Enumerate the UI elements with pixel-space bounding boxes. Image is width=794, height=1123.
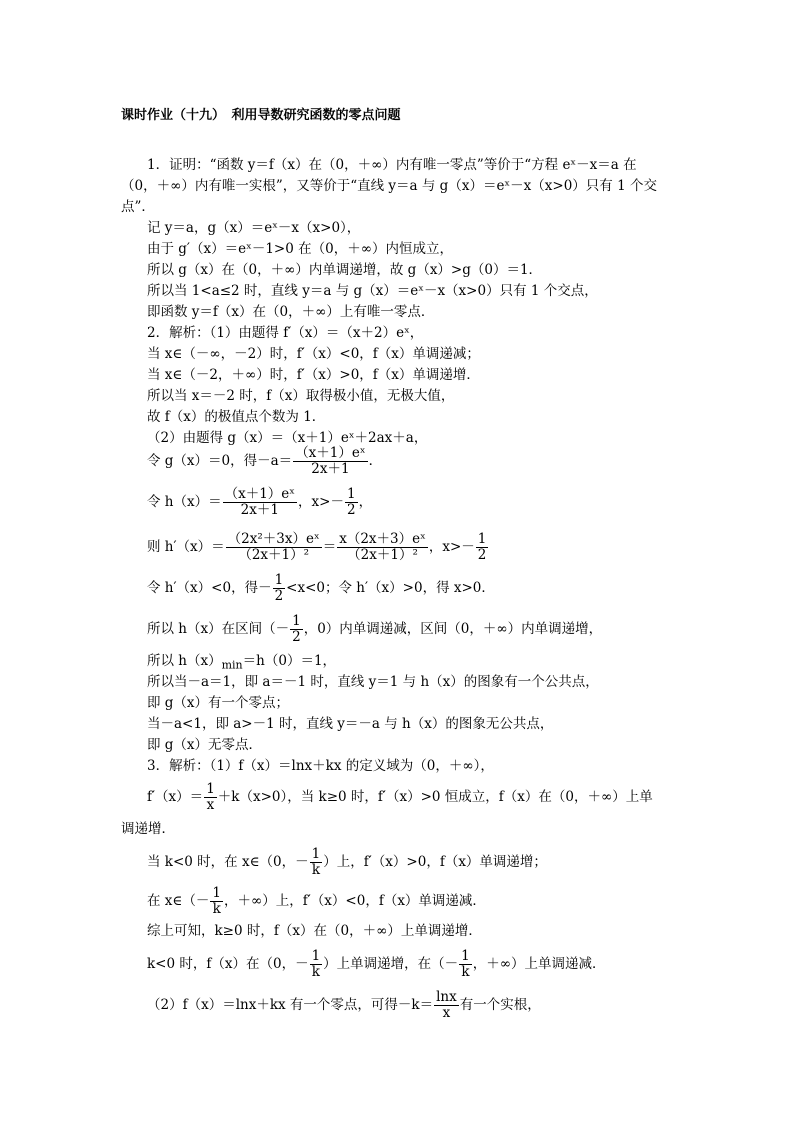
fraction (337, 532, 428, 563)
q2-line-12-text: 所以 h（x） (147, 653, 222, 669)
q2-line-11-end: ，0）内单调递减，区间（0，＋∞）内单调递增， (303, 621, 603, 637)
q2-line-9 (147, 532, 489, 563)
fraction-denominator: k (311, 964, 320, 980)
q3-line-2 (147, 782, 653, 813)
fraction-denominator: x (442, 1005, 451, 1021)
fraction-numerator: 1 (311, 948, 321, 964)
fraction (293, 446, 367, 477)
q2-line-2: 当 x∈（－∞，－2）时，f′（x）<0，f（x）单调递减； (147, 346, 480, 362)
document-title: 课时作业（十九） 利用导数研究函数的零点问题 (121, 108, 401, 123)
q2-line-12-end: ＝h（0）＝1， (242, 653, 337, 669)
q3-line-8-text: （2）f（x）＝lnx＋kx 有一个零点，可得－k＝ (147, 997, 434, 1013)
fraction-numerator: 1 (311, 846, 321, 862)
fraction (345, 487, 358, 518)
fraction-numerator: x（2x＋3）eˣ (339, 531, 426, 547)
fraction-denominator: k (212, 901, 221, 917)
q3-line-4-text: 当 k<0 时，在 x∈（0，－ (147, 854, 309, 870)
fraction-numerator: （x＋1）eˣ (295, 445, 366, 461)
q2-line-4: 所以当 x＝－2 时，f（x）取得极小值，无极大值， (147, 388, 455, 404)
q3-line-1: 3．解析：（1）f（x）＝lnx＋kx 的定义域为（0，＋∞）， (147, 758, 494, 774)
q2-line-7-text: 令 g（x）＝0，得－a＝ (147, 453, 293, 469)
q3-line-7-text: k<0 时，f（x）在（0，－ (147, 956, 309, 972)
fraction (310, 847, 323, 878)
fraction-denominator: （2x＋1）² (238, 547, 310, 563)
q2-line-3: 当 x∈（－2，＋∞）时，f′（x）>0，f（x）单调递增． (147, 367, 480, 383)
fraction-denominator: 2 (292, 629, 301, 645)
fraction-numerator: 1 (346, 486, 356, 502)
q1-line-6: 所以 g（x）在（0，＋∞）内单调递增，故 g（x）>g（0）＝1． (147, 262, 543, 278)
q1-line-2: （0，＋∞）内有唯一实根”，又等价于“直线 y＝a 与 g（x）＝eˣ－x（x>0）只有 1 个交 (121, 178, 657, 194)
q3-line-7-end: ，＋∞）上单调递减． (472, 956, 606, 972)
q1-line-8: 即函数 y＝f（x）在（0，＋∞）上有唯一零点． (147, 304, 435, 320)
fraction-denominator: 2 (477, 547, 487, 563)
fraction-denominator: （2x＋1）² (347, 547, 418, 563)
fraction-numerator: 1 (292, 613, 301, 629)
fraction-numerator: lnx (436, 989, 457, 1005)
q2-line-11 (147, 614, 602, 645)
q3-line-5 (147, 886, 486, 917)
fraction (476, 532, 489, 563)
q3-line-2-text: f′（x）＝ (147, 789, 204, 805)
fraction (226, 532, 322, 563)
q3-line-5-text: 在 x∈（－ (147, 893, 210, 909)
q2-line-7-end: ． (368, 453, 383, 469)
q2-line-8 (147, 487, 372, 518)
fraction-numerator: （x＋1）eˣ (224, 486, 296, 502)
fraction-denominator: 2 (274, 588, 284, 604)
q2-line-8-end: ， (358, 494, 373, 510)
q1-line-5: 由于 g′（x）＝eˣ－1>0 在（0，＋∞）内恒成立， (147, 241, 453, 257)
q3-line-5-end: ，＋∞）上，f′（x）<0，f（x）单调递减． (224, 893, 486, 909)
q1-line-1: 1．证明：“函数 y＝f（x）在（0，＋∞）内有唯一零点”等价于“方程 eˣ－x＝a 在 (147, 157, 637, 173)
fraction-denominator: 2 (346, 502, 356, 518)
q2-line-13: 所以当－a＝1，即 a＝－1 时，直线 y＝1 与 h（x）的图象有一个公共点， (147, 674, 599, 690)
fraction (223, 487, 297, 518)
q3-line-2-end: ＋k（x>0），当 k≥0 时，f′（x）>0 恒成立，f（x）在（0，＋∞）上单 (217, 789, 653, 805)
fraction-numerator: 1 (212, 885, 221, 901)
q2-line-9-mid: ，x>－ (428, 539, 475, 555)
q2-line-11-text: 所以 h（x）在区间（－ (147, 621, 290, 637)
q2-line-8-text: 令 h（x）＝ (147, 494, 222, 510)
fraction-denominator: 2x＋1 (311, 461, 350, 477)
q2-line-10 (147, 573, 495, 604)
q3-line-8 (147, 990, 541, 1021)
q3-line-4-end: ）上，f′（x）>0，f（x）单调递增； (323, 854, 547, 870)
fraction (204, 782, 217, 813)
fraction (434, 990, 459, 1021)
q2-line-9-text: 则 h′（x）＝ (147, 539, 225, 555)
fraction-denominator: x (206, 797, 215, 813)
q2-line-6: （2）由题得 g（x）＝（x＋1）eˣ＋2ax＋a， (147, 430, 428, 446)
q3-line-4 (147, 847, 547, 878)
fraction-denominator: k (461, 964, 470, 980)
q1-line-4: 记 y＝a，g（x）＝eˣ－x（x>0）， (147, 220, 361, 236)
q2-line-1: 2．解析：（1）由题得 f′（x）＝（x＋2）eˣ， (147, 325, 424, 341)
q1-line-3: 点”． (121, 199, 155, 215)
fraction-denominator: 2x＋1 (240, 502, 279, 518)
q2-line-12 (147, 652, 336, 675)
q3-line-8-end: 有一个实根， (459, 997, 541, 1013)
q3-line-6: 综上可知，k≥0 时，f（x）在（0，＋∞）上单调递增． (147, 923, 482, 939)
q2-line-8-mid: ，x>－ (298, 494, 344, 510)
q2-line-5: 故 f（x）的极值点个数为 1． (147, 409, 326, 425)
q3-line-3: 调递增． (121, 821, 175, 837)
q2-line-14: 即 g（x）有一个零点； (147, 695, 290, 711)
fraction-denominator: k (311, 862, 321, 878)
fraction-numerator: 1 (477, 531, 487, 547)
q2-line-10-text: 令 h′（x）<0，得－ (147, 580, 272, 596)
q2-line-9-equals: ＝ (322, 539, 337, 555)
fraction-numerator: 1 (461, 948, 470, 964)
fraction (459, 949, 472, 980)
q1-line-7: 所以当 1<a≤2 时，直线 y＝a 与 g（x）＝eˣ－x（x>0）只有 1 个交点， (147, 283, 598, 299)
subscript-min: min (221, 658, 243, 672)
fraction (290, 614, 303, 645)
q2-line-10-end: <x<0；令 h′（x）>0，得 x>0． (286, 580, 495, 596)
fraction (210, 886, 223, 917)
fraction (273, 573, 286, 604)
fraction-numerator: 1 (206, 781, 215, 797)
q3-line-7-mid: ）上单调递增，在（－ (323, 956, 459, 972)
q2-line-16: 即 g（x）无零点． (147, 737, 263, 753)
fraction-numerator: （2x²＋3x）eˣ (227, 531, 320, 547)
q2-line-7 (147, 446, 382, 477)
fraction (310, 949, 323, 980)
q3-line-7 (147, 949, 606, 980)
q2-line-15: 当－a<1，即 a>－1 时，直线 y＝－a 与 h（x）的图象无公共点， (147, 716, 554, 732)
fraction-numerator: 1 (274, 572, 284, 588)
